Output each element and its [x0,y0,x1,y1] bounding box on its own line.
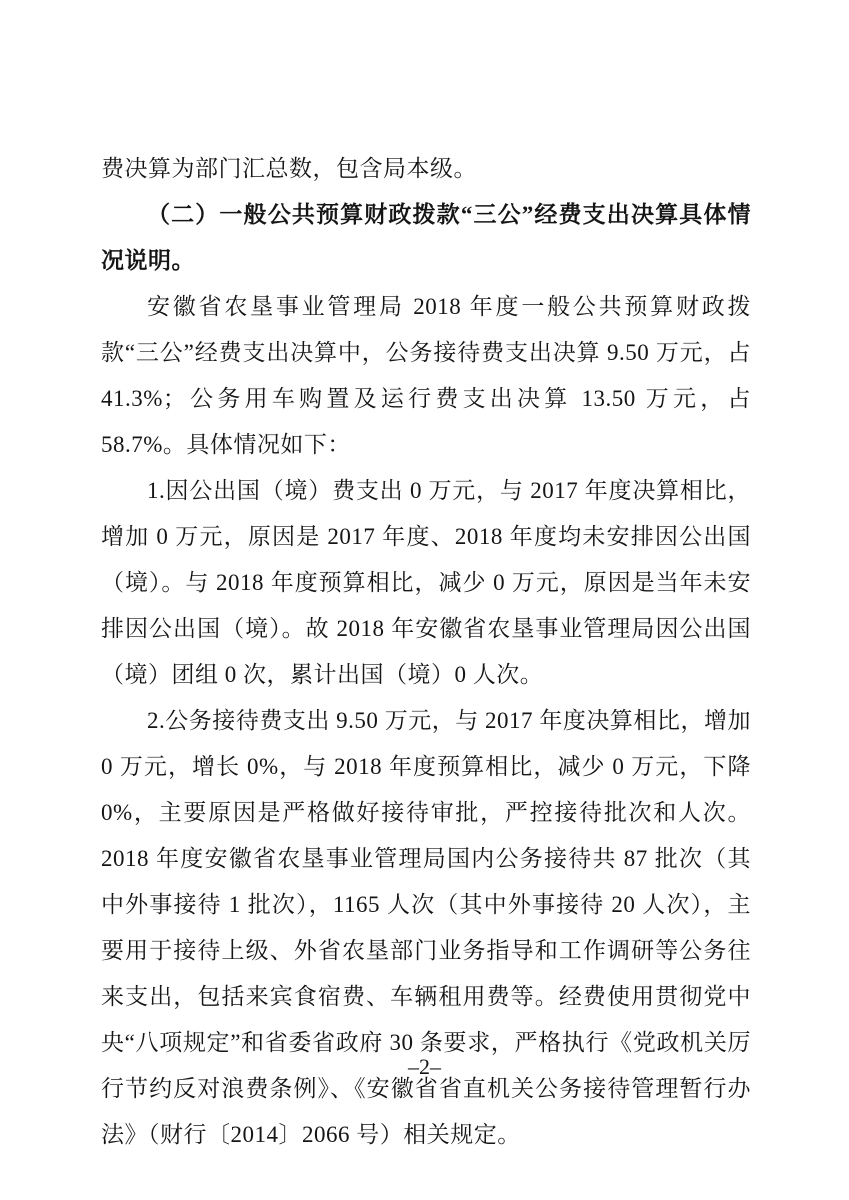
document-body [101,146,751,1158]
page-number: –2– [408,1054,441,1079]
paragraph-item-2-reception-expenses: 2.公务接待费支出 9.50 万元，与 2017 年度决算相比，增加 0 万元，增长 0%，与 2018 年度预算相比，减少 0 万元，下降 0%，主要原因是严格做好接待审批，严控接待批次和人次。2018 年度安徽省农垦事业管理局国内公务接待共 87 批次（其中外事接待 1 批次），1165 人次（其中外事接待 20 人次），主要用于接待上级、外省农垦部门业务指导和工作调研等公务往来支出，包括来宾食宿费、车辆租用费等。经费使用贯彻党中央“八项规定”和省委省政府 30 条要求，严格执行《党政机关厉行节约反对浪费条例》、《安徽省省直机关公务接待管理暂行办法》（财行〔2014〕2066 号）相关规定。 [101,708,751,1147]
section-heading: （二）一般公共预算财政拨款“三公”经费支出决算具体情况说明。 [101,202,751,273]
paragraph-overview: 安徽省农垦事业管理局 2018 年度一般公共预算财政拨款“三公”经费支出决算中，公务接待费支出决算 9.50 万元，占 41.3%；公务用车购置及运行费支出决算 13.50 万元，占 58.7%。具体情况如下： [101,294,751,457]
paragraph-continuation: 费决算为部门汇总数，包含局本级。 [101,156,477,181]
paragraph-item-1-abroad-expenses: 1.因公出国（境）费支出 0 万元，与 2017 年度决算相比，增加 0 万元，原因是 2017 年度、2018 年度均未安排因公出国（境）。与 2018 年度预算相比，减少 0 万元，原因是当年未安排因公出国（境）。故 2018 年安徽省农垦事业管理局因公出国（境）团组 0 次，累计出国（境）0 人次。 [101,478,751,687]
